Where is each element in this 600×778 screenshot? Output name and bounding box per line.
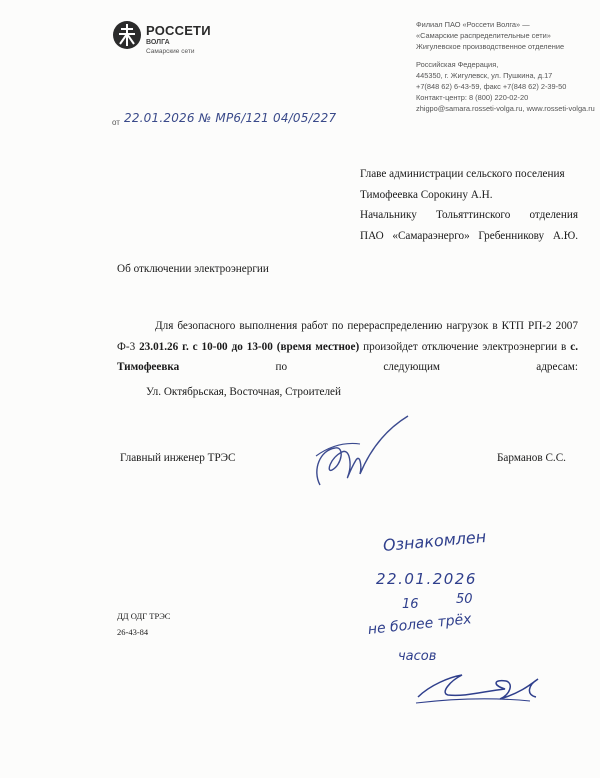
contact-line-4: Контакт-центр: 8 (800) 220-02-20 bbox=[416, 93, 529, 102]
note-limit: не более трёх bbox=[367, 611, 473, 638]
reference-prefix: от bbox=[112, 118, 120, 127]
logo-sub: ВОЛГА bbox=[146, 39, 170, 46]
body-time-window: 23.01.26 г. с 10-00 до 13-00 (время местное) bbox=[139, 340, 360, 353]
org-line-1: Филиал ПАО «Россети Волга» — bbox=[416, 20, 530, 29]
engineer-signature-icon bbox=[290, 410, 420, 500]
body-paragraph bbox=[117, 316, 578, 378]
signer-title: Главный инженер ТРЭС bbox=[120, 452, 236, 464]
rosseti-logo-icon bbox=[112, 20, 142, 50]
note-hour: 16 bbox=[402, 597, 419, 612]
body-text-a: Для безопасного выполнения работ по перераспределению нагрузок в КТП РП-2 2007 Ф-3 bbox=[117, 320, 578, 353]
addressee-line-3: Начальнику Тольяттинского отделения bbox=[360, 209, 578, 221]
footer-dept: ДД ОДГ ТРЭС bbox=[117, 611, 171, 621]
note-date: 22.01.2026 bbox=[376, 570, 477, 588]
body-addresses: Ул. Октябрьская, Восточная, Строителей bbox=[146, 385, 341, 398]
addressee-line-2: Тимофеевка Сорокину А.Н. bbox=[360, 188, 493, 201]
org-line-3: Жигулевское производственное отделение bbox=[416, 42, 565, 51]
org-header bbox=[416, 19, 600, 114]
logo-sub2: Самарские сети bbox=[146, 48, 195, 55]
logo-name: РОССЕТИ bbox=[146, 23, 211, 38]
footer bbox=[117, 608, 170, 640]
letter-body bbox=[117, 316, 578, 402]
body-text-c: по следующим адресам: bbox=[179, 361, 578, 373]
reference-handwritten: 22.01.2026 № МР6/121 04/05/227 bbox=[124, 111, 337, 125]
org-line-2: «Самарские распределительные сети» bbox=[416, 31, 551, 40]
contact-line-3: +7(848 62) 6-43-59, факс +7(848 62) 2-39-50 bbox=[416, 82, 567, 91]
footer-phone: 26-43-84 bbox=[117, 627, 149, 637]
recipient-signature-icon bbox=[410, 655, 550, 710]
addressees bbox=[360, 164, 578, 246]
letter-subject: Об отключении электроэнергии bbox=[117, 263, 269, 275]
contact-line-1: Российская Федерация, bbox=[416, 60, 499, 69]
contact-line-2: 445350, г. Жигулевск, ул. Пушкина, д.17 bbox=[416, 71, 553, 80]
note-hours: часов bbox=[398, 649, 437, 664]
addressee-line-4: ПАО «Самараэнерго» Гребенникову А.Ю. bbox=[360, 229, 578, 242]
note-minute: 50 bbox=[456, 592, 473, 607]
body-village: с. Тимофеевка bbox=[117, 340, 578, 373]
contact-line-5: zhigpo@samara.rosseti-volga.ru, www.rosseti-volga.ru bbox=[416, 104, 595, 113]
addressee-line-1: Главе администрации сельского поселения bbox=[360, 168, 565, 180]
note-acknowledged: Ознакомлен bbox=[382, 527, 487, 555]
body-text-b: произойдет отключение электроэнергии в bbox=[359, 340, 571, 353]
signer-name: Барманов С.С. bbox=[497, 452, 566, 464]
company-logo bbox=[112, 20, 232, 60]
